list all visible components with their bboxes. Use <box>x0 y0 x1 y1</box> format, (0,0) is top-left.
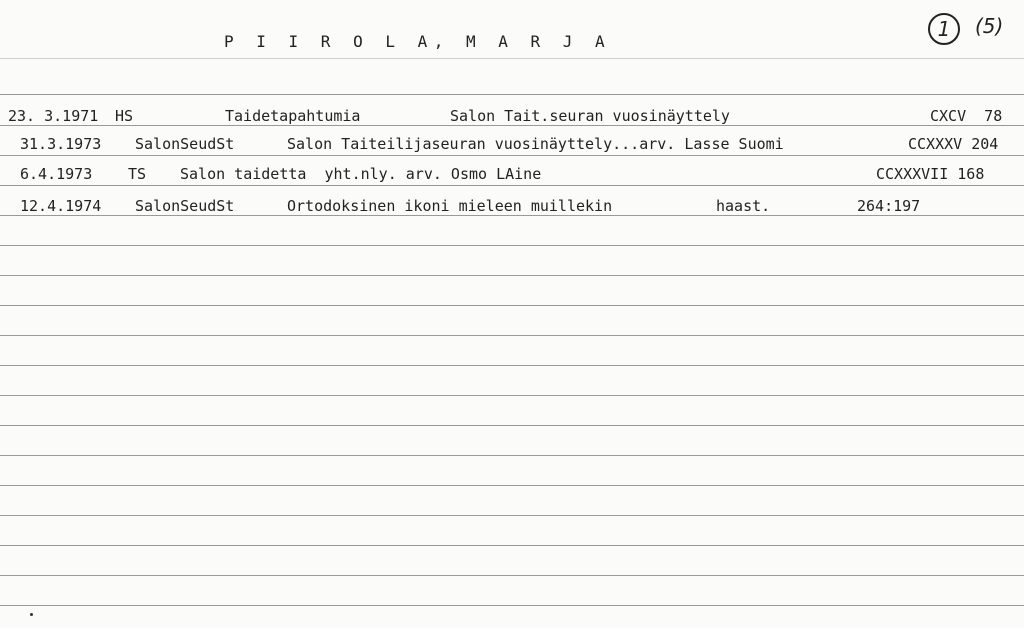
entry-title: Taidetapahtumia <box>225 107 361 125</box>
entry-source: SalonSeudSt <box>135 135 235 153</box>
ruled-line <box>0 275 1024 276</box>
ink-mark <box>30 613 33 616</box>
entry-reference: CCXXXV 204 <box>908 135 999 153</box>
card-name: P I I R O L A, M A R J A <box>224 32 612 51</box>
ruled-line <box>0 425 1024 426</box>
ruled-line <box>0 395 1024 396</box>
ruled-line <box>0 575 1024 576</box>
ruled-line <box>0 545 1024 546</box>
entry-date: 23. 3.1971 <box>8 107 99 125</box>
card-number-circle <box>928 13 960 45</box>
ruled-line <box>0 335 1024 336</box>
entry-date: 6.4.1973 <box>20 165 93 183</box>
ruled-line <box>0 58 1024 59</box>
entry-source: HS <box>115 107 134 125</box>
ruled-line <box>0 125 1024 126</box>
card-number: 1 <box>937 17 951 41</box>
entry-source: SalonSeudSt <box>135 197 235 215</box>
entry-title: Ortodoksinen ikoni mieleen muillekin <box>287 197 613 215</box>
ruled-line <box>0 455 1024 456</box>
entry-description: haast. <box>716 197 771 215</box>
entry-title: Salon taidetta yht.nly. arv. Osmo LAine <box>180 165 542 183</box>
ruled-line <box>0 215 1024 216</box>
entry-reference: 264:197 <box>857 197 921 215</box>
ruled-line <box>0 305 1024 306</box>
entry-date: 12.4.1974 <box>20 197 102 215</box>
entry-reference: CCXXXVII 168 <box>876 165 985 183</box>
ruled-line <box>0 94 1024 95</box>
ruled-line <box>0 365 1024 366</box>
ruled-line <box>0 185 1024 186</box>
entry-title: Salon Taiteilijaseuran vuosinäyttely...arv. Lasse Suomi <box>287 135 784 153</box>
ruled-line <box>0 515 1024 516</box>
entry-date: 31.3.1973 <box>20 135 102 153</box>
entry-reference: CXCV 78 <box>930 107 1003 125</box>
ruled-line <box>0 155 1024 156</box>
entry-description: Salon Tait.seuran vuosinäyttely <box>450 107 730 125</box>
entry-source: TS <box>128 165 147 183</box>
card-total: (5) <box>975 14 1004 38</box>
ruled-line <box>0 485 1024 486</box>
ruled-line <box>0 245 1024 246</box>
ruled-line <box>0 605 1024 606</box>
